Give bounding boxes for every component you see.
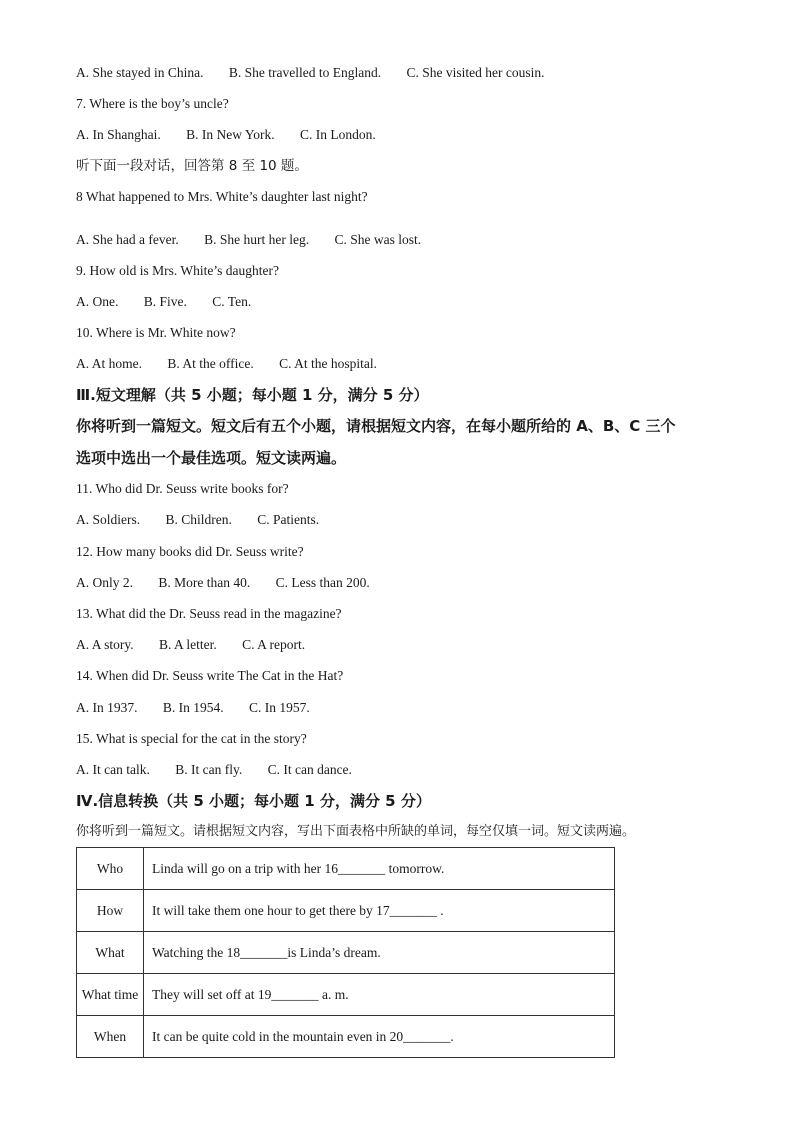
row-text: Watching the 18_______is Linda’s dream. <box>144 932 615 974</box>
q10-option-a: A. At home. <box>76 356 142 371</box>
q11-option-a: A. Soldiers. <box>76 512 141 527</box>
table-row <box>77 974 615 1016</box>
q14-option-b: B. In 1954. <box>162 700 224 715</box>
q14-option-a: A. In 1937. <box>76 700 138 715</box>
q10-option-c: C. At the hospital. <box>279 356 377 371</box>
row-text: Linda will go on a trip with her 16_______ tomorrow. <box>144 848 615 890</box>
q12-option-c: C. Less than 200. <box>275 575 370 590</box>
q15-option-c: C. It can dance. <box>267 762 352 777</box>
q12-option-b: B. More than 40. <box>158 575 251 590</box>
q13-options <box>76 636 305 654</box>
q12-options <box>76 574 370 592</box>
q8-option-b: B. She hurt her leg. <box>204 232 310 247</box>
q9-option-c: C. Ten. <box>212 294 252 309</box>
q13-option-b: B. A letter. <box>159 637 217 652</box>
q9-options <box>76 293 251 311</box>
row-label: How <box>77 890 144 932</box>
q14-options <box>76 699 310 717</box>
q7-option-a: A. In Shanghai. <box>76 127 161 142</box>
q15-option-a: A. It can talk. <box>76 762 150 777</box>
q15-question: 15. What is special for the cat in the story? <box>76 731 307 746</box>
q9-question: 9. How old is Mrs. White’s daughter? <box>76 263 279 278</box>
q7-option-c: C. In London. <box>300 127 376 142</box>
section4-heading: Ⅳ.信息转换（共 5 小题；每小题 1 分，满分 5 分） <box>76 792 431 810</box>
section3-instruction-line2: 选项中选出一个最佳选项。短文读两遍。 <box>76 449 347 467</box>
table-row <box>77 1016 615 1058</box>
q7-options <box>76 126 376 144</box>
q14-option-c: C. In 1957. <box>249 700 310 715</box>
q6-option-b: B. She travelled to England. <box>228 65 382 80</box>
q11-option-b: B. Children. <box>165 512 232 527</box>
q10-options <box>76 355 377 373</box>
q8-options <box>76 231 421 249</box>
row-label: When <box>77 1016 144 1058</box>
row-label: What time <box>77 974 144 1016</box>
q10-question: 10. Where is Mr. White now? <box>76 325 236 340</box>
info-table <box>76 847 615 1058</box>
q8-option-c: C. She was lost. <box>334 232 422 247</box>
q7-question: 7. Where is the boy’s uncle? <box>76 96 229 111</box>
section4-instruction: 你将听到一篇短文。请根据短文内容，写出下面表格中所缺的单词，每空仅填一词。短文读两遍。 <box>76 824 636 839</box>
row-label: Who <box>77 848 144 890</box>
q11-question: 11. Who did Dr. Seuss write books for? <box>76 481 289 496</box>
q13-option-c: C. A report. <box>242 637 306 652</box>
q9-option-b: B. Five. <box>143 294 187 309</box>
row-text: They will set off at 19_______ a. m. <box>144 974 615 1016</box>
table-row <box>77 890 615 932</box>
row-label: What <box>77 932 144 974</box>
table-row <box>77 932 615 974</box>
q6-option-c: C. She visited her cousin. <box>406 65 545 80</box>
q8-question: 8 What happened to Mrs. White’s daughter last night? <box>76 189 368 204</box>
q12-question: 12. How many books did Dr. Seuss write? <box>76 544 304 559</box>
q11-option-c: C. Patients. <box>257 512 320 527</box>
section3-heading: Ⅲ.短文理解（共 5 小题；每小题 1 分，满分 5 分） <box>76 386 429 404</box>
row-text: It will take them one hour to get there by 17_______ . <box>144 890 615 932</box>
q11-options <box>76 511 319 529</box>
q12-option-a: A. Only 2. <box>76 575 133 590</box>
q7-option-b: B. In New York. <box>186 127 275 142</box>
table-row <box>77 848 615 890</box>
instruction-8-10: 听下面一段对话，回答第 8 至 10 题。 <box>76 158 308 174</box>
q13-option-a: A. A story. <box>76 637 134 652</box>
row-text: It can be quite cold in the mountain even in 20_______. <box>144 1016 615 1058</box>
q6-option-a: A. She stayed in China. <box>76 65 204 80</box>
q13-question: 13. What did the Dr. Seuss read in the magazine? <box>76 606 342 621</box>
q6-options <box>76 64 544 82</box>
q15-options <box>76 761 352 779</box>
q14-question: 14. When did Dr. Seuss write The Cat in the Hat? <box>76 668 344 683</box>
q9-option-a: A. One. <box>76 294 119 309</box>
q8-option-a: A. She had a fever. <box>76 232 179 247</box>
q15-option-b: B. It can fly. <box>175 762 243 777</box>
q10-option-b: B. At the office. <box>167 356 254 371</box>
section3-instruction-line1: 你将听到一篇短文。短文后有五个小题，请根据短文内容，在每小题所给的 A、B、C 三个 <box>76 417 676 435</box>
